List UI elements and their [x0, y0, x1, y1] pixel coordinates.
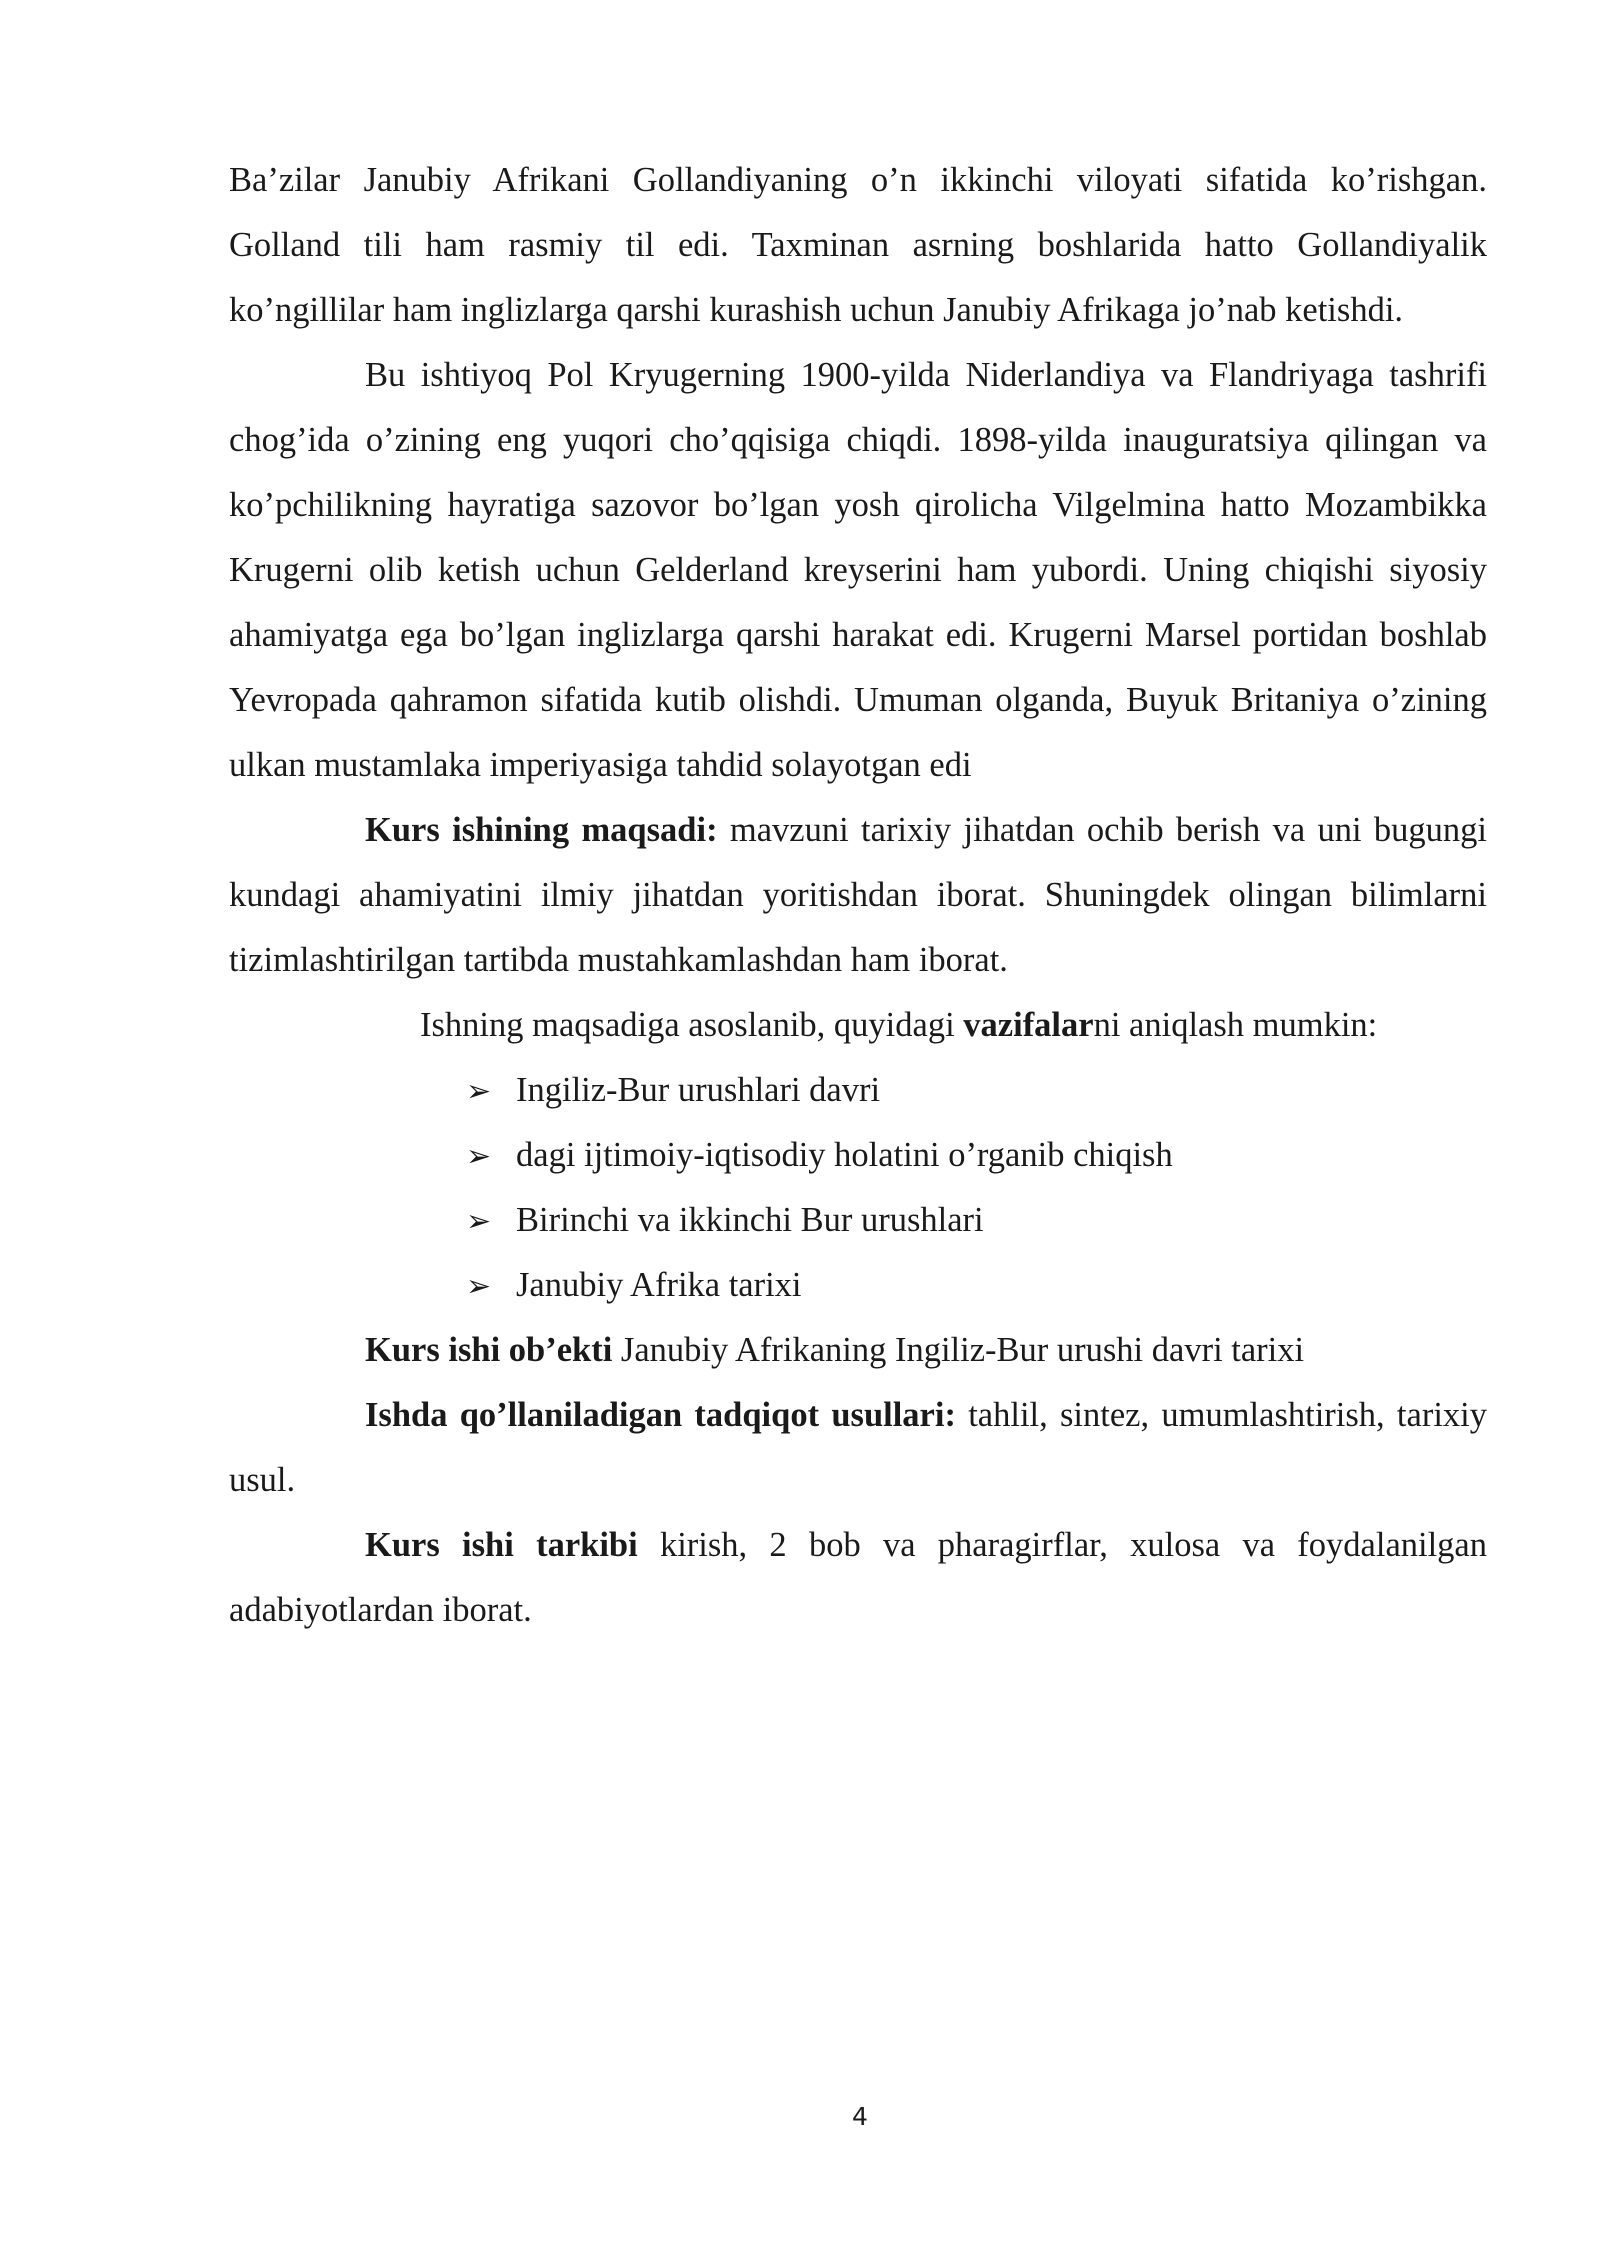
task-text: dagi ijtimoiy-iqtisodiy holatini o’rganib chiqish [516, 1136, 1173, 1174]
paragraph-object [229, 1318, 1487, 1383]
paragraph-gollandiya: Ba’zilar Janubiy Afrikani Gollandiyaning o’n ikkinchi viloyati sifatida ko’rishgan. Golland tili ham rasmiy til edi. Taxminan asrning boshlarida hatto Gollandiyalik ko’ngillilar ham inglizlarga qarshi kurashish uchun Janubiy Afrikaga jo’nab ketishdi. [229, 161, 1487, 329]
structure-label: Kurs ishi tarkibi [365, 1526, 638, 1564]
list-item [466, 1058, 1487, 1123]
tasks-intro-before: Ishning maqsadiga asoslanib, quyidagi [420, 1006, 964, 1044]
page-content [229, 148, 1487, 1643]
tasks-list [229, 1058, 1487, 1318]
tasks-intro-after: ni aniqlash mumkin: [1093, 1006, 1378, 1044]
object-text: Janubiy Afrikaning Ingiliz-Bur urushi davri tarixi [612, 1331, 1305, 1369]
arrow-bullet-icon: ➢ [466, 1139, 492, 1174]
paragraph-structure [229, 1513, 1487, 1643]
paragraph-goal [229, 798, 1487, 993]
task-text: Ingiliz-Bur urushlari davri [516, 1071, 881, 1109]
methods-label: Ishda qo’llaniladigan tadqiqot usullari: [365, 1396, 956, 1434]
methods-text: tahlil, sintez, umumlashtirish, tarixiy usul. [229, 1396, 1487, 1499]
paragraph-kryuger: Bu ishtiyoq Pol Kryugerning 1900-yilda Niderlandiya va Flandriyaga tashrifi chog’ida o’zining eng yuqori cho’qqisiga chiqdi. 1898-yilda inauguratsiya qilingan va ko’pchilikning hayratiga sazovor bo’lgan yosh qirolicha Vilgelmina hatto Mozambikka Krugerni olib ketish uchun Gelderland kreyserini ham yubordi. Uning chiqishi siyosiy ahamiyatga ega bo’lgan inglizlarga qarshi harakat edi. Krugerni Marsel portidan boshlab Yevropada qahramon sifatida kutib olishdi. Umuman olganda, Buyuk Britaniya o’zining ulkan mustamlaka imperiyasiga tahdid solayotgan edi [229, 356, 1487, 784]
task-text: Janubiy Afrika tarixi [516, 1266, 802, 1304]
arrow-bullet-icon: ➢ [466, 1074, 492, 1109]
tasks-intro [229, 993, 1487, 1058]
structure-text: kirish, 2 bob va pharagirflar, xulosa va foydalanilgan adabiyotlardan iborat. [229, 1526, 1487, 1629]
object-label: Kurs ishi ob’ekti [365, 1331, 613, 1369]
goal-label: Kurs ishining maqsadi: [365, 811, 718, 849]
goal-text: mavzuni tarixiy jihatdan ochib berish va uni bugungi kundagi ahamiyatini ilmiy jihatdan yoritishdan iborat. Shuningdek olingan bilimlarni tizimlashtirilgan tartibda mustahkamlashdan ham iborat. [229, 811, 1487, 979]
arrow-bullet-icon: ➢ [466, 1269, 492, 1304]
page-number: 4 [852, 2102, 868, 2131]
list-item [466, 1123, 1487, 1188]
paragraph-methods [229, 1383, 1487, 1513]
list-item [466, 1188, 1487, 1253]
tasks-intro-bold: vazifalar [963, 1006, 1094, 1044]
task-text: Birinchi va ikkinchi Bur urushlari [516, 1201, 984, 1239]
list-item [466, 1253, 1487, 1318]
arrow-bullet-icon: ➢ [466, 1204, 492, 1239]
